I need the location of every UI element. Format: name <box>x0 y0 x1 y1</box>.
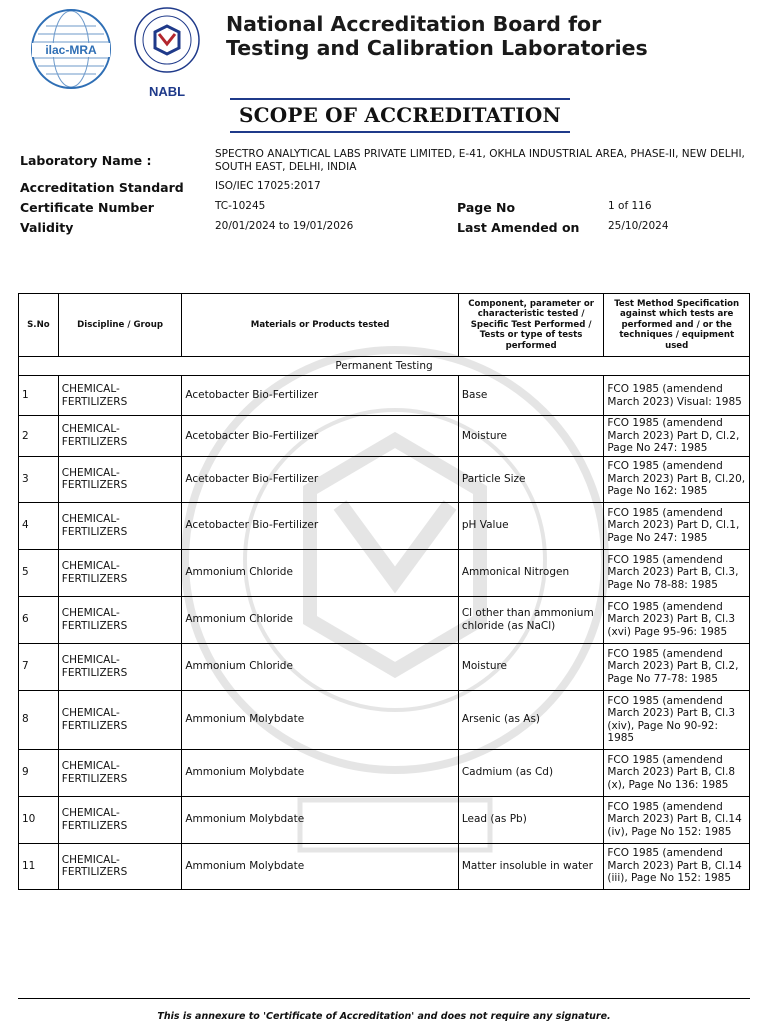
header-materials: Materials or Products tested <box>182 294 458 357</box>
cell-sno: 4 <box>19 502 59 549</box>
org-title-line1: National Accreditation Board for <box>226 12 602 36</box>
cell-material: Ammonium Molybdate <box>182 796 458 843</box>
cell-sno: 6 <box>19 596 59 643</box>
cell-sno: 10 <box>19 796 59 843</box>
organization-title <box>226 12 648 60</box>
standard-value: ISO/IEC 17025:2017 <box>215 180 321 192</box>
cell-material: Ammonium Chloride <box>182 643 458 690</box>
cell-discipline: CHEMICAL- FERTILIZERS <box>58 643 182 690</box>
table-row <box>19 549 750 596</box>
title-top-rule <box>230 98 570 100</box>
validity-label: Validity <box>20 220 74 235</box>
ilac-mra-logo <box>30 8 112 90</box>
cell-test-method: FCO 1985 (amendend March 2023) Visual: 1985 <box>604 376 750 416</box>
lab-name-label: Laboratory Name : <box>20 153 152 168</box>
cell-sno: 1 <box>19 376 59 416</box>
table-header-row <box>19 294 750 357</box>
cell-sno: 7 <box>19 643 59 690</box>
cell-test-method: FCO 1985 (amendend March 2023) Part B, Cl.3 (xvi) Page 95-96: 1985 <box>604 596 750 643</box>
title-bottom-rule <box>230 131 570 133</box>
cell-component: Moisture <box>458 416 604 457</box>
validity-value: 20/01/2024 to 19/01/2026 <box>215 220 354 232</box>
cell-test-method: FCO 1985 (amendend March 2023) Part B, Cl.14 (iii), Page No 152: 1985 <box>604 843 750 889</box>
cell-discipline: CHEMICAL- FERTILIZERS <box>58 843 182 889</box>
table-row <box>19 643 750 690</box>
cell-test-method: FCO 1985 (amendend March 2023) Part B, Cl.20, Page No 162: 1985 <box>604 456 750 502</box>
cell-discipline: CHEMICAL- FERTILIZERS <box>58 502 182 549</box>
certificate-number-label: Certificate Number <box>20 200 154 215</box>
table-row <box>19 376 750 416</box>
lab-name-value: SPECTRO ANALYTICAL LABS PRIVATE LIMITED, E-41, OKHLA INDUSTRIAL AREA, PHASE-II, NEW DELHI, SOUTH EAST, DELHI, INDIA <box>215 148 745 173</box>
document-title: SCOPE OF ACCREDITATION <box>238 103 562 127</box>
cell-test-method: FCO 1985 (amendend March 2023) Part B, Cl.3, Page No 78-88: 1985 <box>604 549 750 596</box>
cell-sno: 5 <box>19 549 59 596</box>
cell-test-method: FCO 1985 (amendend March 2023) Part B, Cl.14 (iv), Page No 152: 1985 <box>604 796 750 843</box>
cell-material: Ammonium Chloride <box>182 596 458 643</box>
last-amended-value: 25/10/2024 <box>608 220 669 232</box>
cell-test-method: FCO 1985 (amendend March 2023) Part B, Cl.8 (x), Page No 136: 1985 <box>604 749 750 796</box>
nabl-logo <box>132 6 202 102</box>
table-row <box>19 749 750 796</box>
cell-discipline: CHEMICAL- FERTILIZERS <box>58 690 182 749</box>
page-no-label: Page No <box>457 200 516 215</box>
cell-discipline: CHEMICAL- FERTILIZERS <box>58 416 182 457</box>
document-title-block <box>230 98 570 134</box>
cell-sno: 9 <box>19 749 59 796</box>
header-sno: S.No <box>19 294 59 357</box>
standard-label: Accreditation Standard <box>20 180 184 195</box>
cell-component: Ammonical Nitrogen <box>458 549 604 596</box>
cell-component: Base <box>458 376 604 416</box>
cell-material: Acetobacter Bio-Fertilizer <box>182 376 458 416</box>
cell-component: Cadmium (as Cd) <box>458 749 604 796</box>
cell-sno: 11 <box>19 843 59 889</box>
table-row <box>19 456 750 502</box>
footer-note: This is annexure to 'Certificate of Accreditation' and does not require any signature. <box>157 1011 611 1022</box>
cell-component: Arsenic (as As) <box>458 690 604 749</box>
table-row <box>19 416 750 457</box>
cell-sno: 3 <box>19 456 59 502</box>
cell-material: Ammonium Molybdate <box>182 843 458 889</box>
certificate-number-value: TC-10245 <box>215 200 266 212</box>
cell-discipline: CHEMICAL- FERTILIZERS <box>58 456 182 502</box>
cell-test-method: FCO 1985 (amendend March 2023) Part D, Cl.2, Page No 247: 1985 <box>604 416 750 457</box>
cell-test-method: FCO 1985 (amendend March 2023) Part B, Cl.3 (xiv), Page No 90-92: 1985 <box>604 690 750 749</box>
section-row <box>19 357 750 376</box>
cell-material: Acetobacter Bio-Fertilizer <box>182 456 458 502</box>
cell-discipline: CHEMICAL- FERTILIZERS <box>58 549 182 596</box>
header-test-method: Test Method Specification against which tests are performed and / or the techniques / equipment used <box>604 294 750 357</box>
svg-text:NABL: NABL <box>148 84 186 99</box>
header-component: Component, parameter or characteristic tested / Specific Test Performed / Tests or type of tests performed <box>458 294 604 357</box>
header-discipline: Discipline / Group <box>58 294 182 357</box>
cell-component: Particle Size <box>458 456 604 502</box>
page-no-value: 1 of 116 <box>608 200 652 212</box>
org-title-line2: Testing and Calibration Laboratories <box>226 36 648 60</box>
table-row <box>19 596 750 643</box>
cell-material: Acetobacter Bio-Fertilizer <box>182 502 458 549</box>
cell-component: pH Value <box>458 502 604 549</box>
svg-text:ilac-MRA: ilac-MRA <box>45 43 97 57</box>
cell-discipline: CHEMICAL- FERTILIZERS <box>58 596 182 643</box>
cell-sno: 2 <box>19 416 59 457</box>
last-amended-label: Last Amended on <box>457 220 580 235</box>
scope-table <box>18 293 750 890</box>
cell-sno: 8 <box>19 690 59 749</box>
cell-material: Ammonium Molybdate <box>182 749 458 796</box>
cell-material: Ammonium Chloride <box>182 549 458 596</box>
cell-component: Matter insoluble in water <box>458 843 604 889</box>
cell-material: Ammonium Molybdate <box>182 690 458 749</box>
cell-component: Lead (as Pb) <box>458 796 604 843</box>
table-row <box>19 843 750 889</box>
footer-rule <box>18 998 750 999</box>
cell-discipline: CHEMICAL- FERTILIZERS <box>58 376 182 416</box>
cell-component: Cl other than ammonium chloride (as NaCl) <box>458 596 604 643</box>
table-row <box>19 502 750 549</box>
cell-material: Acetobacter Bio-Fertilizer <box>182 416 458 457</box>
cell-component: Moisture <box>458 643 604 690</box>
table-row <box>19 690 750 749</box>
cell-test-method: FCO 1985 (amendend March 2023) Part D, Cl.1, Page No 247: 1985 <box>604 502 750 549</box>
cell-discipline: CHEMICAL- FERTILIZERS <box>58 749 182 796</box>
section-label: Permanent Testing <box>19 357 750 376</box>
cell-test-method: FCO 1985 (amendend March 2023) Part B, Cl.2, Page No 77-78: 1985 <box>604 643 750 690</box>
cell-discipline: CHEMICAL- FERTILIZERS <box>58 796 182 843</box>
table-row <box>19 796 750 843</box>
